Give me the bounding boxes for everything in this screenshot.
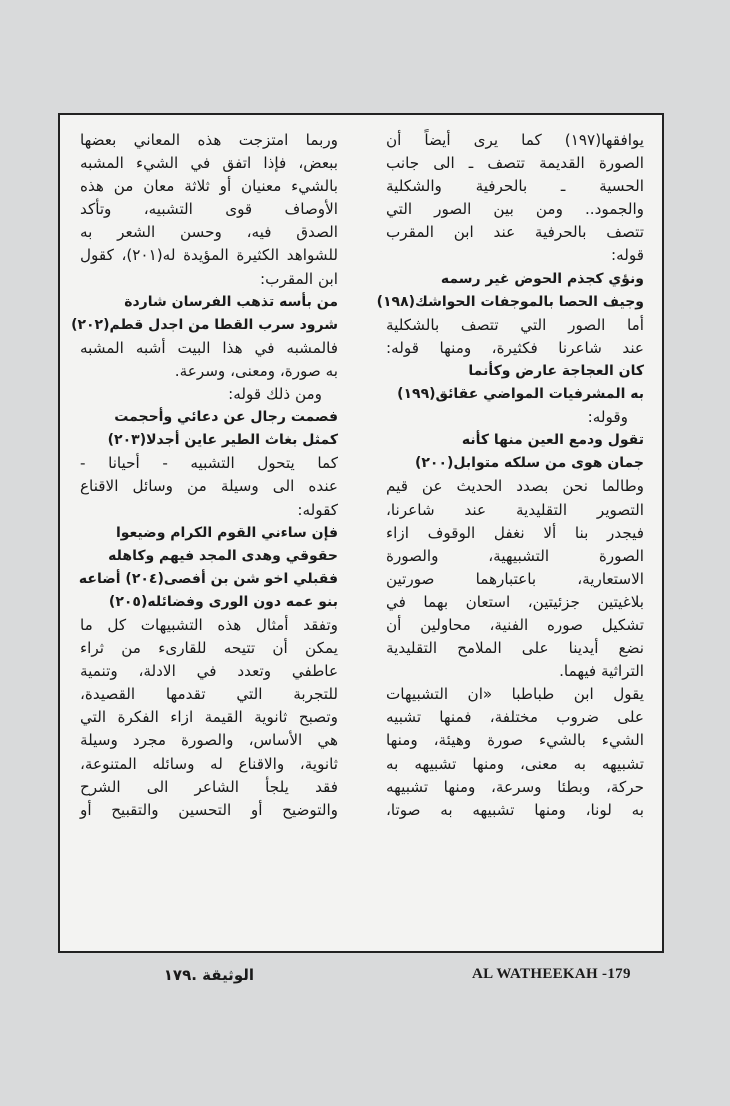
text-line: به لونا، ومنها تشبيهه به صوتا،	[386, 800, 644, 819]
poem-verse-line: فقبلي اخو شن بن أفصى(٢٠٤) أضاعه	[78, 570, 338, 587]
poem-verse-line: فإن ساءني القوم الكرام وضيعوا	[115, 524, 338, 541]
text-line: ثانوية، والاقناع له وسائله المتنوعة،	[80, 754, 338, 773]
poem-verse-line: من بأسه تذهب الفرسان شاردة	[124, 293, 338, 310]
text-line: تشكيل صوره الفنية، محاولين أن	[386, 615, 644, 634]
poem-verse-line: بنو عمه دون الورى وفضائله(٢٠٥)	[108, 593, 338, 610]
text-line: أما الصور التي تتصف بالشكلية	[386, 315, 644, 334]
text-line: فيجدر بنا ألا نغفل الوقوف ازاء	[386, 523, 644, 542]
poem-verse-line: ونؤي كجذم الحوض غير رسمه	[440, 270, 644, 287]
text-line: به صورة، ومعنى، وسرعة.	[174, 361, 338, 380]
text-line: وطالما نحن بصدد الحديث عن قيم	[386, 477, 644, 496]
text-line: الحسية ـ بالحرفية والشكلية	[386, 177, 644, 196]
text-line: الصورة التشبيهية، والصورة	[386, 546, 644, 565]
text-line: ببعض، فإذا اتفق في الشيء المشبه	[80, 154, 338, 173]
poem-verse-line: شرود سرب القطا من اجدل قطم(٢٠٢)	[71, 316, 338, 333]
page-frame	[58, 113, 664, 953]
left-text-column	[71, 129, 338, 822]
text-line: الأوصاف قوى التشبيه، وتأكد	[80, 200, 338, 219]
text-line: بلاغيتين جزئيتين، استعان بهما في	[386, 592, 644, 611]
text-line: للشواهد الكثيرة المؤيدة له(٢٠١)، كقول	[80, 246, 338, 265]
poem-verse-line: كمثل بغاث الطير عاين أجدلا(٢٠٣)	[107, 432, 338, 449]
poem-verse-line: تقول ودمع العين منها كأنه	[461, 432, 644, 449]
text-line: تتصف بالحرفية عند ابن المقرب	[386, 223, 644, 242]
text-line: وقوله:	[587, 408, 628, 427]
text-line: ابن المقرب:	[260, 269, 338, 288]
poem-verse-line: جمان هوى من سلكه متوابل(٢٠٠)	[414, 455, 644, 472]
poem-verse-line: حقوقي وهدى المجد فيهم وكاهله	[108, 547, 338, 564]
text-line: عنده الى وسيلة من وسائل الاقناع	[80, 477, 338, 496]
text-line: التصوير التقليدية عند شاعرنا،	[386, 500, 644, 519]
poem-verse-line: به المشرفيات المواضي عقائق(١٩٩)	[397, 386, 644, 403]
text-line: وربما امتزجت هذه المعاني بعضها	[80, 131, 338, 149]
text-line: ومن ذلك قوله:	[228, 385, 322, 404]
text-line: والجمود.. ومن بين الصور التي	[386, 200, 644, 219]
text-line: والتوضيح أو التحسين والتقبيح أو	[80, 800, 338, 819]
text-line: بالشيء معنيان أو ثلاثة معان من هذه	[80, 177, 338, 196]
text-line: كما يتحول التشبيه - أحيانا -	[80, 454, 338, 473]
text-line: تشبيهه به معنى، ومنها تشبيهه به	[386, 754, 644, 773]
text-line: يوافقها(١٩٧) كما يرى أيضاً أن	[386, 131, 644, 149]
text-line: فالمشبه في هذا البيت أشبه المشبه	[80, 338, 338, 357]
text-line: هي الأساس، والصورة مجرد وسيلة	[80, 731, 338, 750]
poem-verse-line: فصمت رجال عن دعائي وأحجمت	[114, 409, 338, 426]
footer-journal-name-arabic: الوثيقة .١٧٩	[163, 966, 254, 984]
poem-verse-line: وجيف الحصا بالموجفات الحواشك(١٩٨)	[376, 293, 644, 310]
text-line: الشيء بالشيء صورة وهيئة، ومنها	[386, 731, 644, 750]
text-line: يقول ابن طباطبا «ان التشبيهات	[386, 685, 644, 704]
text-line: نضع أيدينا على الملامح التقليدية	[386, 639, 644, 658]
text-line: يمكن أن تتيحه للقارىء من ثراء	[80, 639, 338, 658]
text-line: حركة، وبطئا وسرعة، ومنها تشبيهه	[386, 777, 644, 796]
text-line: عاطفي وتعدد في الادلة، وتنمية	[80, 662, 338, 681]
text-line: فقد يلجأ الشاعر الى الشرح	[80, 777, 338, 796]
text-line: للتجربة التي تقدمها القصيدة،	[80, 685, 338, 704]
right-text-column	[376, 129, 644, 822]
text-line: الصدق فيه، وحسن الشعر به	[80, 223, 338, 242]
text-line: وتفقد أمثال هذه التشبيهات كل ما	[80, 615, 338, 634]
text-line: الاستعارية، باعتبارهما صورتين	[386, 569, 644, 588]
text-line: وتصبح ثانوية القيمة ازاء الفكرة التي	[80, 708, 338, 727]
footer-journal-name-latin: AL WATHEEKAH -179	[472, 966, 631, 982]
text-line: كقوله:	[297, 500, 338, 519]
text-line: الصورة القديمة تتصف ـ الى جانب	[386, 154, 644, 173]
poem-verse-line: كان العجاجة عارض وكأنما	[468, 362, 644, 379]
text-line: على ضروب مختلفة، فمنها تشبيه	[386, 708, 644, 727]
text-line: عند شاعرنا فكثيرة، ومنها قوله:	[386, 338, 644, 357]
text-line: قوله:	[611, 246, 644, 265]
text-line: التراثية فيهما.	[559, 662, 644, 681]
